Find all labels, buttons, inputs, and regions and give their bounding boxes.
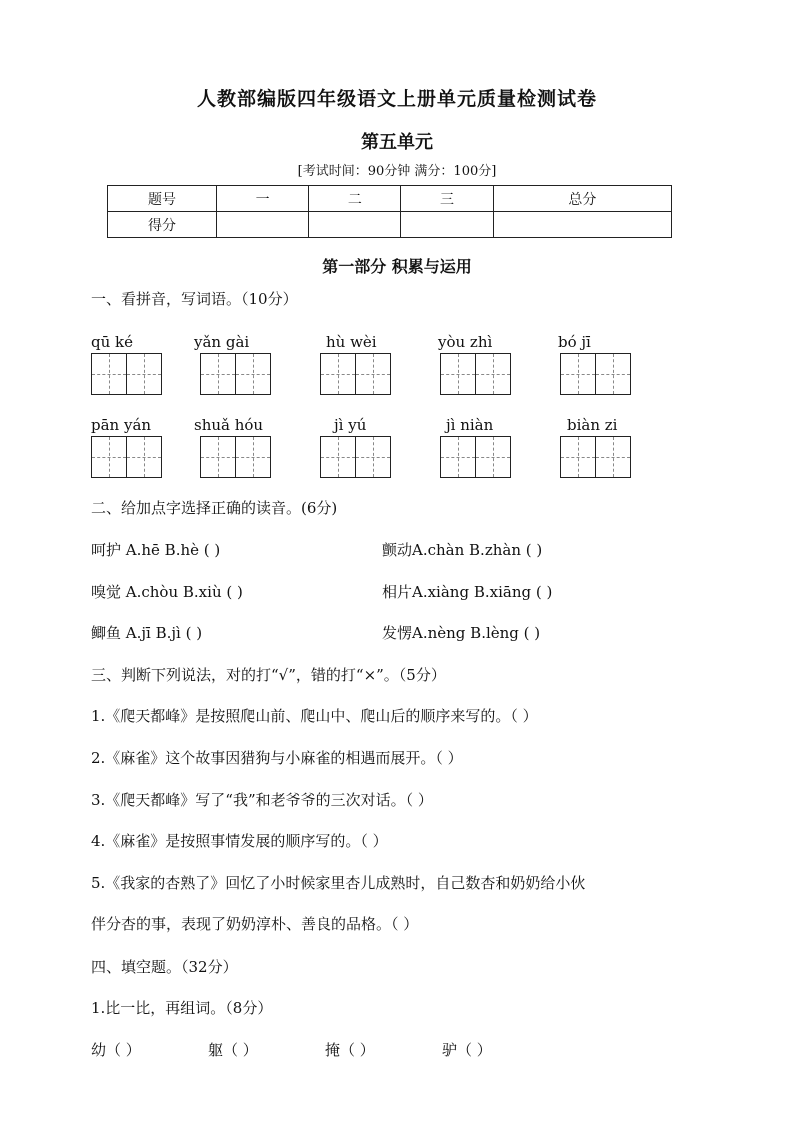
tianzige-box[interactable] (595, 436, 631, 478)
tianzige-box[interactable] (200, 436, 236, 478)
writing-boxes (560, 436, 630, 478)
score-input-cell[interactable] (493, 212, 671, 238)
pinyin-item (326, 332, 446, 352)
tianzige-box[interactable] (320, 353, 356, 395)
tianzige-box[interactable] (235, 353, 271, 395)
pinyin-item (91, 332, 211, 352)
pinyin-item (558, 332, 678, 352)
writing-boxes (440, 353, 510, 395)
writing-boxes (200, 436, 270, 478)
q4-heading: 四、填空题。（32分） (91, 958, 238, 976)
exam-info: [考试时间：90分钟 满分：100分] (297, 164, 497, 179)
q3-item: 5.《我家的杏熟了》回忆了小时候家里杏儿成熟时，自己数杏和奶奶给小伙 (91, 874, 586, 892)
writing-boxes (320, 353, 390, 395)
score-table-score-row (108, 212, 672, 238)
q3-item[interactable]: 1.《爬天都峰》是按照爬山前、爬山中、爬山后的顺序来写的。（ ） (91, 707, 538, 725)
q4-sub1: 1.比一比，再组词。（8分） (91, 999, 273, 1017)
writing-boxes (91, 436, 161, 478)
compare-word-item[interactable]: 幼（ ） (91, 1041, 141, 1059)
q4-words-row (91, 1039, 559, 1060)
q3-item[interactable]: 4.《麻雀》是按照事情发展的顺序写的。（ ） (91, 832, 388, 850)
tianzige-box[interactable] (91, 353, 127, 395)
tianzige-box[interactable] (126, 353, 162, 395)
writing-boxes (560, 353, 630, 395)
pinyin-text: yǎn gài (194, 333, 250, 351)
score-cell-header: 三 (401, 186, 493, 212)
pinyin-item (334, 415, 454, 435)
tianzige-box[interactable] (595, 353, 631, 395)
score-cell-header: 二 (309, 186, 401, 212)
writing-boxes (440, 436, 510, 478)
pinyin-text: qū ké (91, 333, 133, 351)
part1-title: 第一部分 积累与运用 (322, 257, 472, 276)
q2-item[interactable]: 嗅觉 A.chòu B.xiù ( ) (91, 583, 243, 601)
tianzige-box[interactable] (355, 353, 391, 395)
pinyin-text: jì niàn (446, 416, 494, 434)
compare-word-item[interactable]: 驴（ ） (442, 1041, 492, 1059)
tianzige-box[interactable] (475, 436, 511, 478)
q3-heading: 三、判断下列说法，对的打“√”，错的打“×”。（5分） (91, 666, 446, 684)
score-cell-label: 题号 (108, 186, 217, 212)
pinyin-item (194, 332, 314, 352)
score-cell-header: 总分 (493, 186, 671, 212)
tianzige-box[interactable] (320, 436, 356, 478)
tianzige-box[interactable] (475, 353, 511, 395)
exam-title: 人教部编版四年级语文上册单元质量检测试卷 (196, 88, 597, 110)
score-input-cell[interactable] (217, 212, 309, 238)
q1-heading: 一、看拼音，写词语。（10分） (91, 290, 298, 308)
pinyin-item (446, 415, 566, 435)
pinyin-text: shuǎ hóu (194, 416, 264, 434)
writing-boxes (91, 353, 161, 395)
tianzige-box[interactable] (200, 353, 236, 395)
tianzige-box[interactable] (355, 436, 391, 478)
pinyin-text: bó jī (558, 333, 591, 351)
q2-heading: 二、给加点字选择正确的读音。(6分) (91, 499, 338, 517)
tianzige-box[interactable] (235, 436, 271, 478)
pinyin-text: hù wèi (326, 333, 377, 351)
q3-item-continued[interactable]: 伴分杏的事，表现了奶奶淳朴、善良的品格。（ ） (91, 915, 419, 933)
score-input-cell[interactable] (309, 212, 401, 238)
writing-boxes (320, 436, 390, 478)
tianzige-box[interactable] (560, 436, 596, 478)
score-input-cell[interactable] (401, 212, 493, 238)
pinyin-text: biàn zi (567, 416, 618, 434)
q2-item[interactable]: 颤动A.chàn B.zhàn ( ) (382, 541, 543, 559)
q2-item[interactable]: 呵护 A.hē B.hè ( ) (91, 541, 221, 559)
unit-title: 第五单元 (361, 132, 433, 153)
pinyin-item (91, 415, 211, 435)
writing-boxes (200, 353, 270, 395)
compare-word-item[interactable]: 躯（ ） (208, 1041, 258, 1059)
pinyin-item (438, 332, 558, 352)
pinyin-text: jì yú (334, 416, 367, 434)
tianzige-box[interactable] (91, 436, 127, 478)
score-table-header-row (108, 186, 672, 212)
score-table (107, 185, 672, 238)
pinyin-text: pān yán (91, 416, 152, 434)
q2-item[interactable]: 发愣A.nèng B.lèng ( ) (382, 624, 541, 642)
pinyin-text: yòu zhì (438, 333, 493, 351)
q3-item[interactable]: 2.《麻雀》这个故事因猎狗与小麻雀的相遇而展开。（ ） (91, 749, 463, 767)
pinyin-item (567, 415, 687, 435)
pinyin-item (194, 415, 314, 435)
tianzige-box[interactable] (440, 353, 476, 395)
compare-word-item[interactable]: 掩（ ） (325, 1041, 375, 1059)
tianzige-box[interactable] (440, 436, 476, 478)
tianzige-box[interactable] (126, 436, 162, 478)
q3-item[interactable]: 3.《爬天都峰》写了“我”和老爷爷的三次对话。（ ） (91, 791, 433, 809)
q2-item[interactable]: 鲫鱼 A.jī B.jì ( ) (91, 624, 203, 642)
q2-item[interactable]: 相片A.xiàng B.xiāng ( ) (382, 583, 553, 601)
score-cell-header: 一 (217, 186, 309, 212)
tianzige-box[interactable] (560, 353, 596, 395)
score-row-label: 得分 (108, 212, 217, 238)
